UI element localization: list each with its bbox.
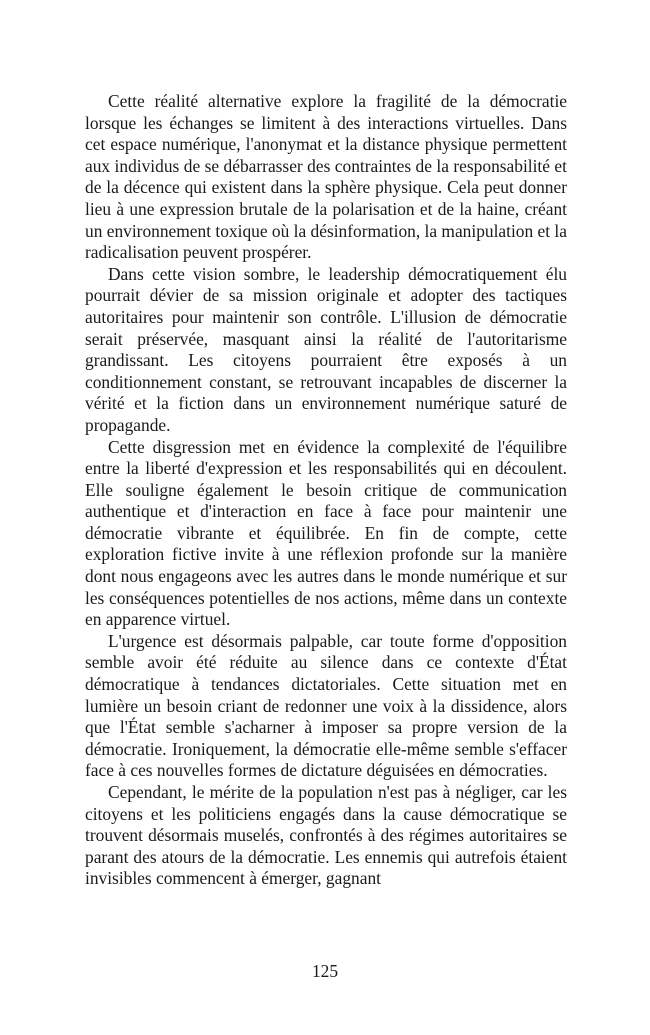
paragraph-4: L'urgence est désormais palpable, car toute forme d'opposition semble avoir été réduite au silence dans ce contexte d'État démocratique à tendances dictatoriales. Cette situation met en lumière un besoin criant de redonner une voix à la dissidence, alors que l'État semble s'acharner à imposer sa propre version de la démocratie. Ironiquement, la démocratie elle-même semble s'effacer face à ces nouvelles formes de dictature déguisées en démocraties. (85, 630, 567, 781)
paragraph-5: Cependant, le mérite de la population n'est pas à négliger, car les citoyens et les politiciens engagés dans la cause démocratique se trouvent désormais muselés, confrontés à des régimes autoritaires se parant des atours de la démocratie. Les ennemis qui autrefois étaient invisibles commencent à émerger, gagnant (85, 782, 567, 889)
paragraph-3: Cette disgression met en évidence la complexité de l'équilibre entre la liberté d'expression et les responsabilités qui en découlent. Elle souligne également le besoin critique de communication authentique et d'interaction en face à face pour maintenir une démocratie vibrante et équilibrée. En fin de compte, cette exploration fictive invite à une réflexion profonde sur la manière dont nous engageons avec les autres dans le monde numérique et sur les conséquences potentielles de nos actions, même dans un contexte en apparence virtuel. (85, 436, 567, 630)
page-body (85, 91, 567, 890)
paragraph-1: Cette réalité alternative explore la fragilité de la démocratie lorsque les échanges se limitent à des interactions virtuelles. Dans cet espace numérique, l'anonymat et la distance physique permettent aux individus de se débarrasser des contraintes de la responsabilité et de la décence qui existent dans la sphère physique. Cela peut donner lieu à une expression brutale de la polarisation et de la haine, créant un environnement toxique où la désinformation, la manipulation et la radicalisation peuvent prospérer. (85, 91, 567, 263)
paragraph-2: Dans cette vision sombre, le leadership démocratiquement élu pourrait dévier de sa mission originale et adopter des tactiques autoritaires pour maintenir son contrôle. L'illusion de démocratie serait préservée, masquant ainsi la réalité de l'autoritarisme grandissant. Les citoyens pourraient être exposés à un conditionnement constant, se retrouvant incapables de discerner la vérité et la fiction dans un environnement numérique saturé de propagande. (85, 263, 567, 435)
page-number: 125 (311, 961, 339, 981)
